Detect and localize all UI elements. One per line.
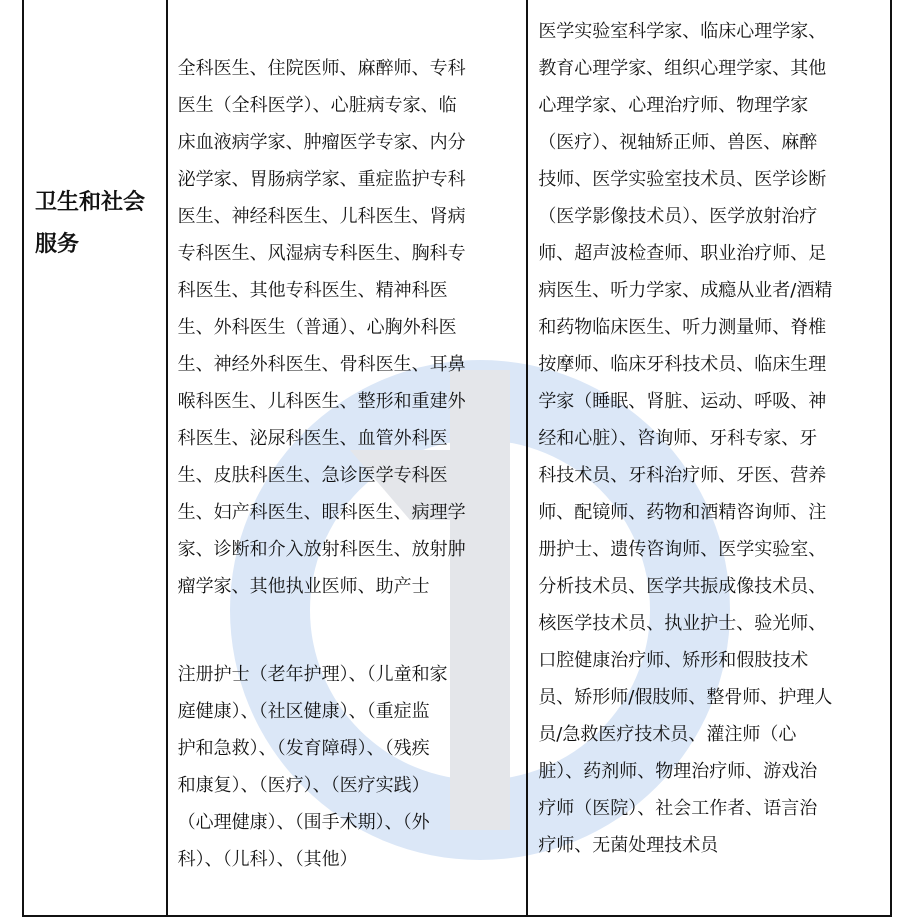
practitioners-paragraph: 全科医生、住院医师、麻醉师、专科 医生（全科医学）、心脏病专家、临 床血液病学家、肿瘤医学专家、内分 泌学家、胃肠病学家、重症监护专科 医生、神经科医生、儿科医生、肾病 专科医生、风湿病专科医生、胸科专 科医生、其他专科医生、精神科医 生、外科医生（普通）、心胸外科医 生、神经外科医生、骨科医生、耳鼻 喉科医生、儿科医生、整形和重建外 科医生、泌尿科医生、血管外科医 生、皮肤科医生、急诊医学专科医 生、妇产科医生、眼科医生、病理学 家、诊断和介入放射科医生、放射肿 瘤学家、其他执业医师、助产士: [177, 58, 466, 597]
category-label: 卫生和社会 服务: [35, 190, 146, 257]
occupation-table-container: [22, 0, 892, 917]
registered-nurses-paragraph: 注册护士（老年护理）、（儿童和家 庭健康）、（社区健康）、（重症监 护和急救）、（发育障碍）、（残疾 和康复）、（医疗）、（医疗实践） （心理健康）、（围手术期）、（外 科）、（儿科）、（其他）: [177, 664, 448, 870]
category-cell: [23, 0, 167, 916]
occupation-table: [22, 0, 892, 917]
allied-health-paragraph: 医学实验室科学家、临床心理学家、 教育心理学家、组织心理学家、其他 心理学家、心理治疗师、物理学家 （医疗）、视轴矫正师、兽医、麻醉 技师、医学实验室技术员、医学诊断 （医学影像技术员）、医学放射治疗 师、超声波检查师、职业治疗师、足 病医生、听力学家、成瘾从业者/酒精 和药物临床医生、听力测量师、脊椎 按摩师、临床牙科技术员、临床生理 学家（睡眠、肾脏、运动、呼吸、神 经和心脏）、咨询师、牙科专家、牙 科技术员、牙科治疗师、牙医、营养 师、配镜师、药物和酒精咨询师、注 册护士、遗传咨询师、医学实验室、 分析技术员、医学共振成像技术员、 核医学技术员、执业护士、验光师、 口腔健康治疗师、矫形和假肢技术 员、矫形师/假肢师、整骨师、护理人 员/急救医疗技术员、灌注师（心 脏）、药剂师、物理治疗师、游戏治 疗师（医院）、社会工作者、语言治 疗师、无菌处理技术员: [538, 21, 833, 856]
table-row: [23, 0, 891, 916]
medical-practitioners-cell: [167, 0, 528, 916]
allied-health-cell: [527, 0, 891, 916]
